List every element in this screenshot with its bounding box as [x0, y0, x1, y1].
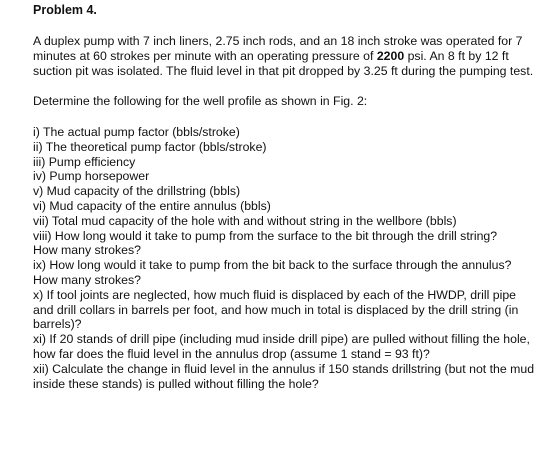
question-item: ii) The theoretical pump factor (bbls/stroke) — [33, 139, 267, 154]
question-item: v) Mud capacity of the drillstring (bbls) — [33, 184, 241, 199]
question-item: vi) Mud capacity of the entire annulus (bbls) — [33, 198, 271, 213]
intro-text-part2: psi. An 8 ft by 12 ft suction pit was isolated. The fluid level in that pit dropped by 3.25 ft during the pumping test. — [33, 49, 534, 78]
question-item: x) If tool joints are neglected, how much fluid is displaced by each of the HWDP, drill pipe and drill collars in barrels per foot, and how much in total is displaced by the drill string (in barrels)? — [33, 287, 519, 332]
problem-intro — [33, 34, 539, 79]
problem-title: Problem 4. — [33, 3, 97, 17]
question-item: viii) How long would it take to pump from the surface to the bit through the drill string? — [33, 228, 498, 243]
question-list — [33, 125, 539, 391]
question-item: ix) How long would it take to pump from the bit back to the surface through the annulus? — [33, 258, 512, 273]
question-item: How many strokes? — [33, 272, 141, 287]
question-item: iii) Pump efficiency — [33, 154, 136, 169]
question-item: xi) If 20 stands of drill pipe (including mud inside drill pipe) are pulled without filling the hole, how far does the fluid level in the annulus drop (assume 1 stand = 93 ft)? — [33, 332, 530, 361]
question-item: vii) Total mud capacity of the hole with and without string in the wellbore (bbls) — [33, 213, 457, 228]
problem-document — [33, 3, 539, 391]
task-lead: Determine the following for the well profile as shown in Fig. 2: — [33, 94, 368, 108]
question-item: i) The actual pump factor (bbls/stroke) — [33, 125, 240, 139]
question-item: iv) Pump horsepower — [33, 169, 150, 184]
pressure-value: 2200 — [376, 49, 405, 63]
question-item: How many strokes? — [33, 243, 141, 258]
question-item: xii) Calculate the change in fluid level in the annulus if 150 stands drillstring (but not the mud inside these stands) is pulled without filling the hole? — [33, 361, 535, 391]
intro-text-part1: A duplex pump with 7 inch liners, 2.75 inch rods, and an 18 inch stroke was operated for 7 minutes at 60 strokes per minute with an operating pressure of — [33, 34, 523, 63]
